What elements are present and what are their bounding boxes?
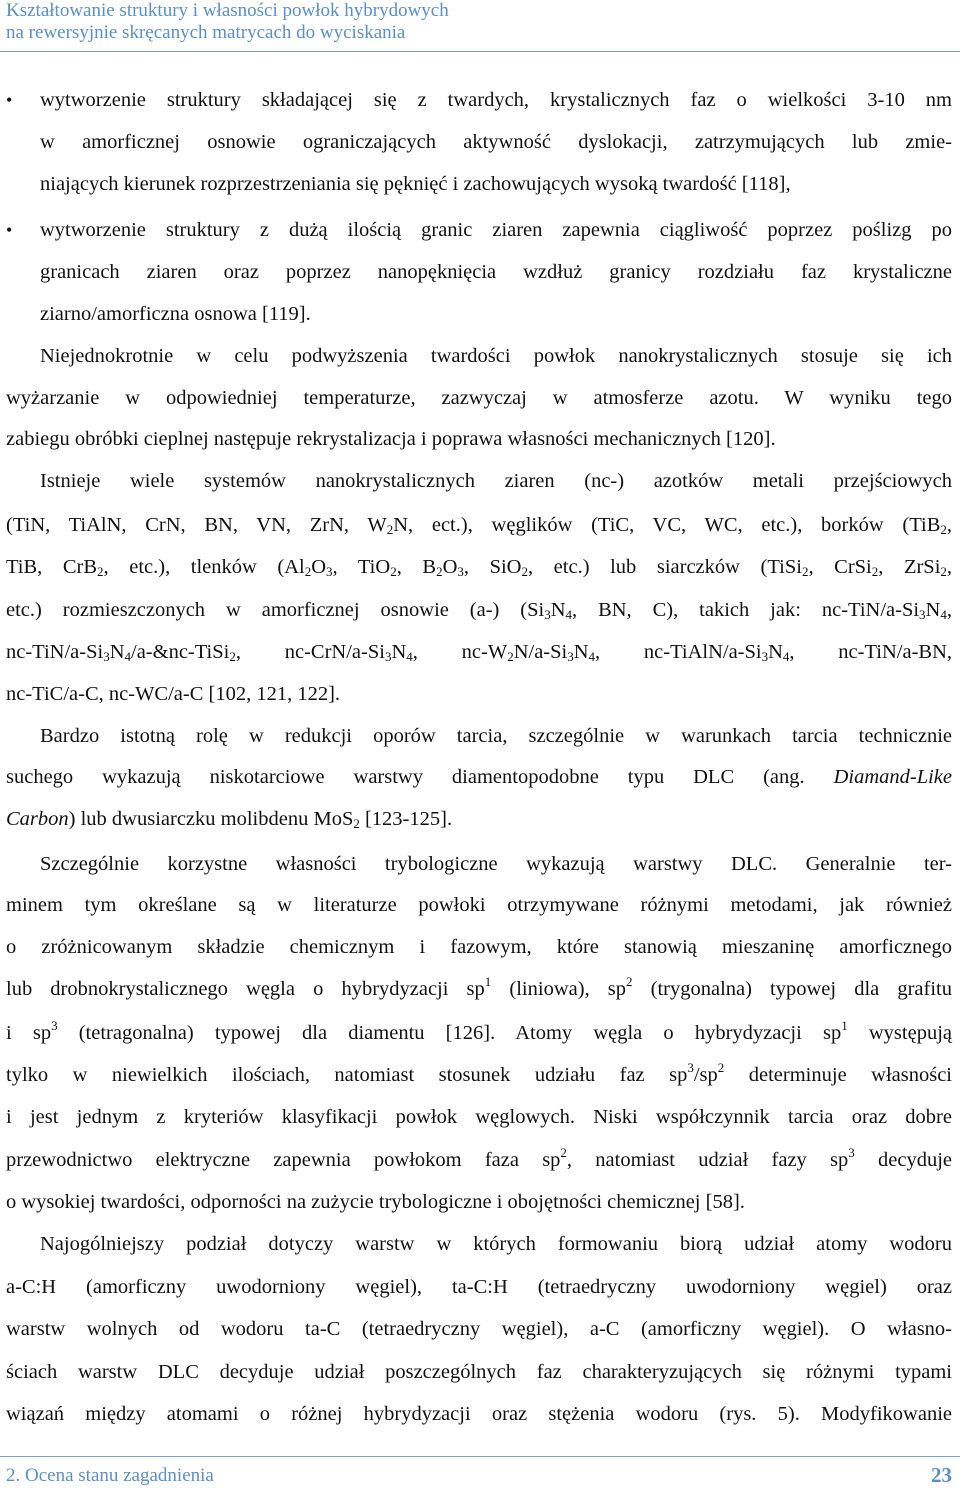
paragraph-line: Szczególnie korzystne własności trybologiczne wykazują warstwy DLC. Generalnie ter- [40, 853, 952, 875]
paragraph-line: ściach warstw DLC decyduje udział poszczególnych faz charakteryzujących się różnymi typami [6, 1361, 952, 1383]
paragraph-line: o wysokiej twardości, odporności na zużycie trybologiczne i obojętności chemicznej [58]. [6, 1191, 745, 1213]
bullet-line: wytworzenie struktury z dużą ilością granic ziaren zapewnia ciągliwość poprzez poślizg po [40, 219, 952, 241]
footer-section-title: 2. Ocena stanu zagadnienia [6, 1465, 214, 1486]
paragraph-line: i jest jednym z kryteriów klasyfikacji powłok węglowych. Niski współczynnik tarcia oraz dobre [6, 1106, 952, 1128]
paragraph-line: wyżarzanie w odpowiedniej temperaturze, zazwyczaj w atmosferze azotu. W wyniku tego [6, 387, 952, 409]
paragraph-line: a-C:H (amorficzny uwodorniony węgiel), ta-C:H (tetraedryczny uwodorniony węgiel) oraz [6, 1276, 952, 1298]
paragraph-line: TiB, CrB$_2$, etc.), tlenków ($Al_2O_3$, TiO$_2$, $B_2O_3$, SiO$_2$, etc.) lub siarczków (TiSi$_2$, CrSi$_2$, ZrSi$_2$, [6, 556, 953, 579]
paragraph-line: o zróżnicowanym składzie chemicznym i fazowym, które stanowią mieszaninę amorficznego [6, 936, 952, 958]
bullet-line: w amorficznej osnowie ograniczających aktywność dyslokacji, zatrzymujących lub zmie- [40, 131, 952, 153]
paragraph-line: etc.) rozmieszczonych w amorficznej osnowie (a-) ($Si_3N_4$, BN, C), takich jak: $nc-TiN/a-Si_3N_4$, [6, 599, 952, 622]
paragraph-line: Carbon) lub dwusiarczku molibdenu MoS$_2$ [123-125]. [6, 808, 453, 831]
paragraph-line: lub drobnokrystalicznego węgla o hybrydyzacji $sp^1$ (liniowa), $sp^2$ (trygonalna) typowej dla grafitu [6, 974, 952, 1000]
header-divider [0, 51, 960, 52]
header-title-line-2: na rewersyjnie skręcanych matrycach do wyciskania [6, 22, 406, 43]
paragraph-line: zabiegu obróbki cieplnej następuje rekrystalizacja i poprawa własności mechanicznych [120]. [6, 428, 776, 450]
paragraph-line: $nc-TiN/a-Si_3N_4/a-\&nc-TiSi_2$, $nc-CrN/a-Si_3N_4$, $nc-W_2N/a-Si_3N_4$, $nc-TiAlN/a-Si_3N_4$, nc-TiN/a-BN, [6, 641, 953, 664]
paragraph-line: tylko w niewielkich ilościach, natomiast stosunek udziału faz $sp^3/sp^2$ determinuje własności [6, 1060, 952, 1086]
footer-divider [0, 1456, 960, 1457]
bullet-marker: • [6, 90, 13, 110]
paragraph-line: suchego wykazują niskotarciowe warstwy diamentopodobne typu DLC (ang. Diamand-Like [6, 766, 952, 788]
paragraph-line: wiązań między atomami o różnej hybrydyzacji oraz stężenia wodoru (rys. 5). Modyfikowanie [6, 1403, 952, 1425]
paragraph-line: (TiN, TiAlN, CrN, BN, VN, ZrN, $W_2N$, ect.), węglików (TiC, VC, WC, etc.), borków (TiB$_2$, [6, 514, 952, 537]
paragraph-line: Niejednokrotnie w celu podwyższenia twardości powłok nanokrystalicznych stosuje się ich [40, 345, 952, 367]
bullet-marker: • [6, 220, 13, 240]
paragraph-line: Bardzo istotną rolę w redukcji oporów tarcia, szczególnie w warunkach tarcia technicznie [40, 725, 952, 747]
bullet-line: ziarno/amorficzna osnowa [119]. [40, 303, 311, 325]
paragraph-line: warstw wolnych od wodoru ta-C (tetraedryczny węgiel), a-C (amorficzny węgiel). O własno- [6, 1318, 952, 1340]
paragraph-line: Najogólniejszy podział dotyczy warstw w których formowaniu biorą udział atomy wodoru [40, 1233, 952, 1255]
running-header [6, 0, 954, 44]
paragraph-line: przewodnictwo elektryczne zapewnia powłokom faza $sp^2$, natomiast udział fazy $sp^3$ decyduje [6, 1145, 952, 1171]
header-title-line-1: Kształtowanie struktury i własności powłok hybrydowych [6, 0, 449, 21]
paragraph-line: Istnieje wiele systemów nanokrystalicznych ziaren (nc-) azotków metali przejściowych [40, 470, 952, 492]
bullet-line: niających kierunek rozprzestrzeniania się pęknięć i zachowujących wysoką twardość [118], [40, 173, 791, 195]
page-number: 23 [931, 1463, 952, 1487]
bullet-line: wytworzenie struktury składającej się z twardych, krystalicznych faz o wielkości 3-10 nm [40, 89, 952, 111]
paragraph-line: minem tym określane są w literaturze powłoki otrzymywane różnymi metodami, jak również [6, 894, 952, 916]
paragraph-line: nc-TiC/a-C, nc-WC/a-C [102, 121, 122]. [6, 683, 341, 705]
paragraph-line: i $sp^3$ (tetragonalna) typowej dla diamentu [126]. Atomy węgla o hybrydyzacji $sp^1$ występują [6, 1018, 952, 1044]
bullet-line: granicach ziaren oraz poprzez nanopęknięcia wzdłuż granicy rozdziału faz krystaliczne [40, 261, 952, 283]
